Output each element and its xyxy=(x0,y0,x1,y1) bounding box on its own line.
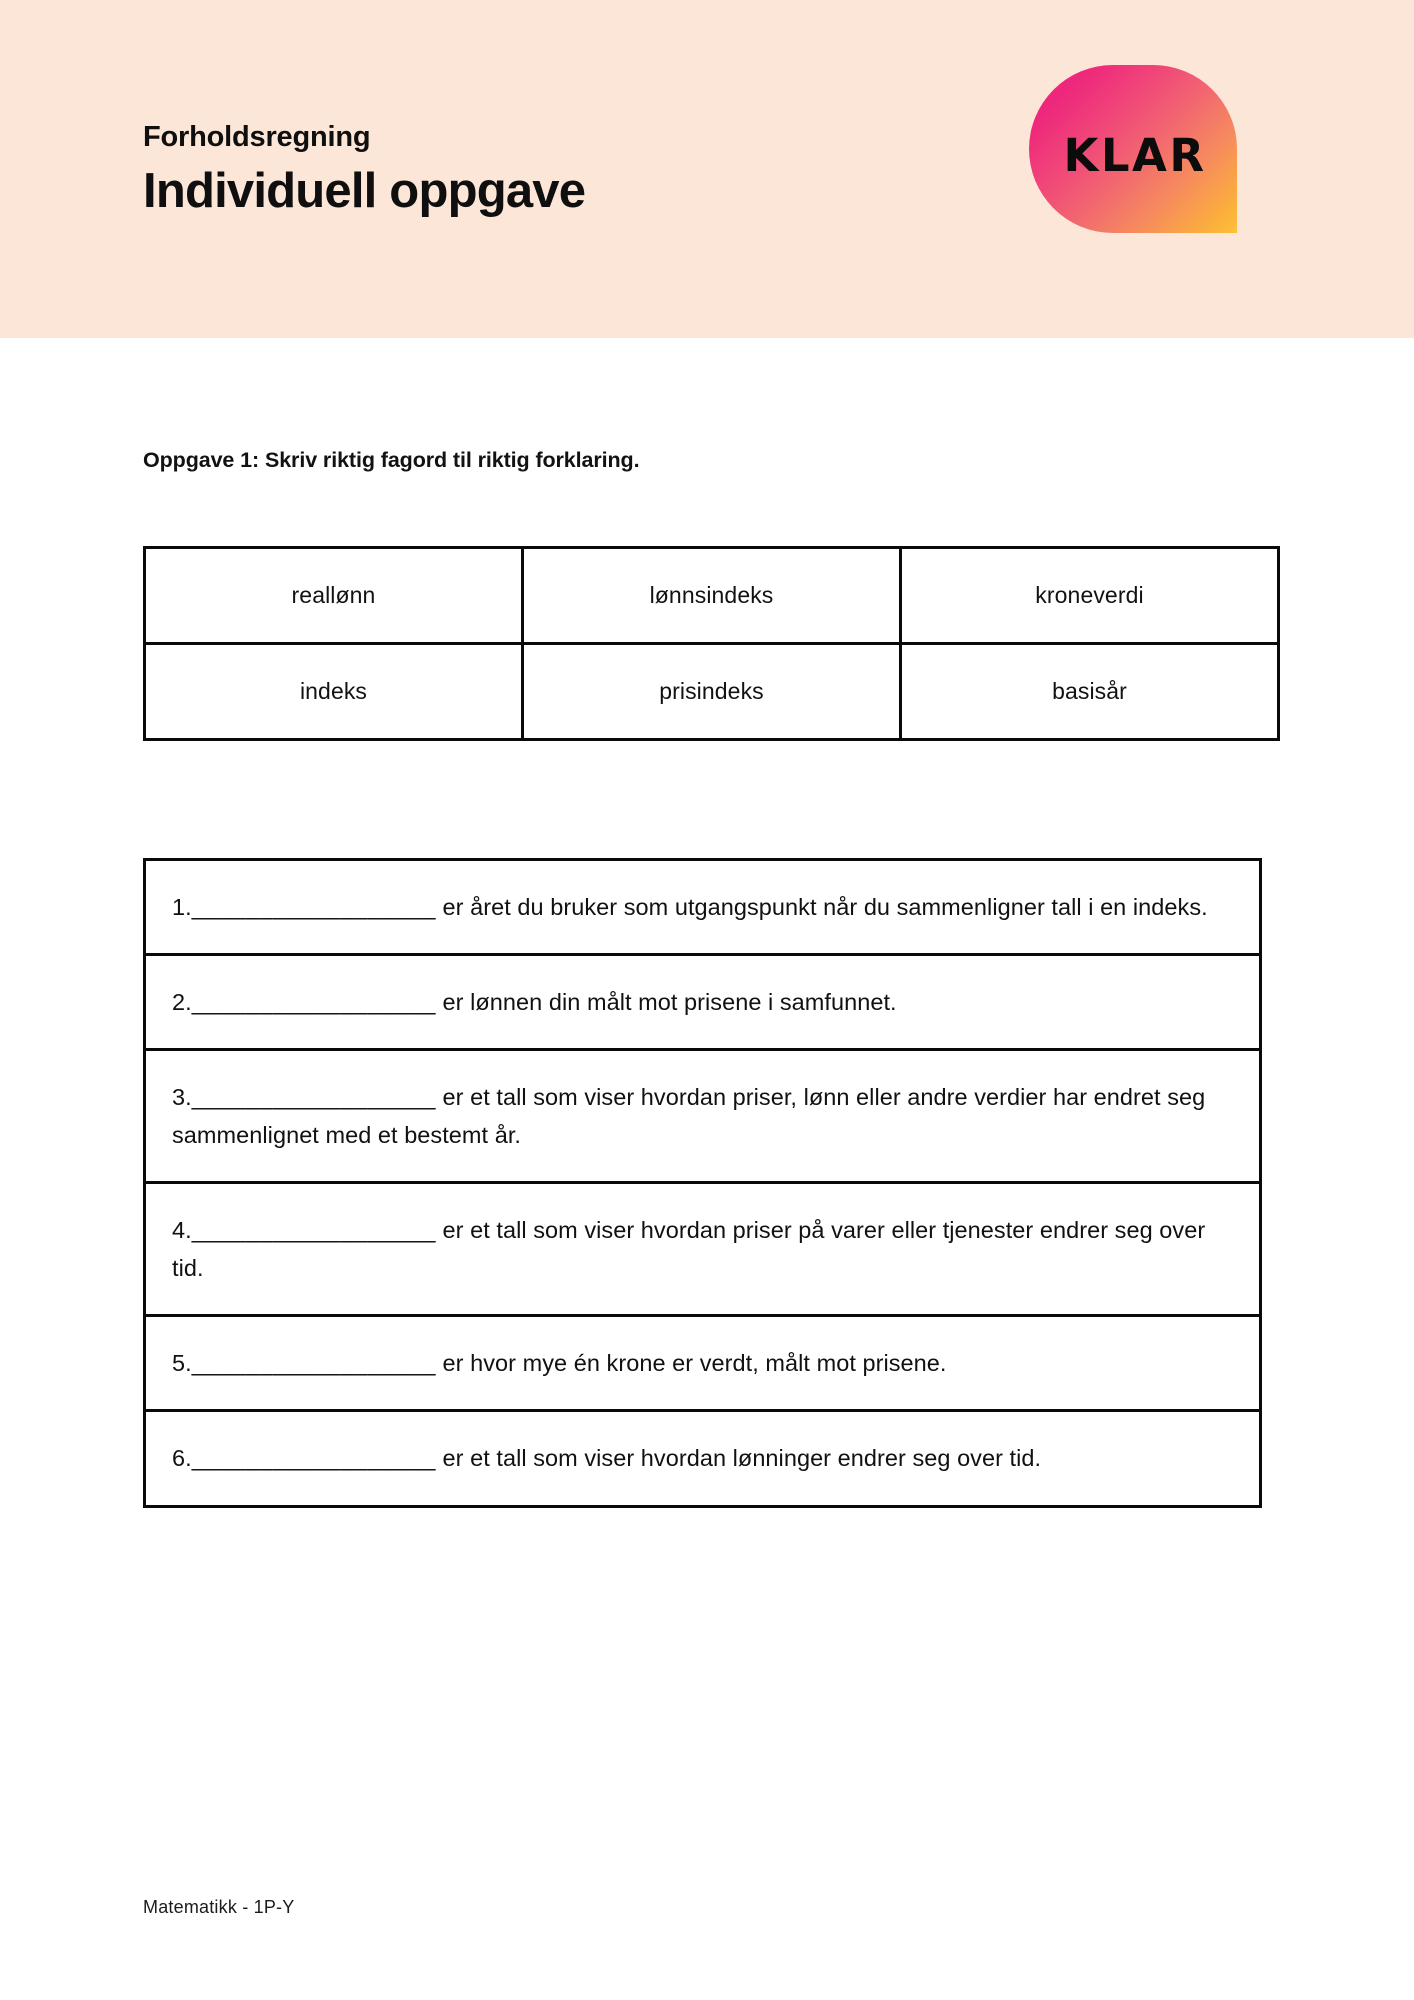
statement-text xyxy=(172,888,1233,926)
statement-body: er året du bruker som utgangspunkt når du sammenligner tall i en indeks. xyxy=(435,894,1208,920)
table-row xyxy=(145,644,1279,740)
list-item xyxy=(146,1051,1259,1184)
list-item xyxy=(146,1412,1259,1504)
statement-body: er hvor mye én krone er verdt, målt mot prisene. xyxy=(435,1350,947,1377)
word-bank-cell: lønnsindeks xyxy=(523,548,901,644)
statement-body: er lønnen din målt mot prisene i samfunnet. xyxy=(435,989,897,1016)
answer-blank[interactable]: __________________ xyxy=(191,894,436,920)
statement-text xyxy=(172,1211,1233,1287)
statement-number: 6. xyxy=(172,1445,192,1472)
footer-label: Matematikk - 1P-Y xyxy=(143,1897,295,1917)
answer-blank[interactable]: __________________ xyxy=(191,989,436,1016)
statement-text xyxy=(172,1344,1233,1382)
header-text-group xyxy=(143,122,585,217)
list-item xyxy=(146,956,1259,1051)
list-item xyxy=(146,1184,1259,1317)
statement-text xyxy=(172,1078,1233,1154)
answer-blank[interactable]: __________________ xyxy=(191,1217,436,1244)
word-bank-cell: indeks xyxy=(145,644,523,740)
answer-blank[interactable]: __________________ xyxy=(191,1350,436,1377)
statement-number: 2. xyxy=(172,989,192,1016)
statement-number: 5. xyxy=(172,1350,192,1377)
statement-body: er et tall som viser hvordan priser, lønn eller andre verdier har endret seg sammenlignet med et bestemt år. xyxy=(172,1084,1206,1149)
statement-number: 4. xyxy=(172,1217,192,1244)
word-bank-cell: kroneverdi xyxy=(901,548,1279,644)
statement-body: er et tall som viser hvordan priser på varer eller tjenester endrer seg over tid. xyxy=(172,1217,1206,1282)
page-title: Individuell oppgave xyxy=(143,163,586,218)
word-bank-cell: reallønn xyxy=(145,548,523,644)
list-item xyxy=(146,1317,1259,1412)
answer-blank[interactable]: __________________ xyxy=(191,1445,436,1472)
klar-logo-text: KLAR xyxy=(1063,128,1207,182)
word-bank-table xyxy=(143,546,1280,741)
statements-list xyxy=(143,858,1262,1508)
statement-number: 1. xyxy=(172,894,192,920)
statement-number: 3. xyxy=(172,1084,192,1111)
header-band xyxy=(0,0,1414,338)
task-instruction: Oppgave 1: Skriv riktig fagord til riktig forklaring. xyxy=(143,448,640,472)
statement-body: er et tall som viser hvordan lønninger endrer seg over tid. xyxy=(435,1445,1042,1472)
word-bank-cell: basisår xyxy=(901,644,1279,740)
answer-blank[interactable]: __________________ xyxy=(191,1084,436,1111)
klar-logo xyxy=(1029,65,1237,233)
list-item xyxy=(146,861,1259,956)
table-row xyxy=(145,548,1279,644)
word-bank-cell: prisindeks xyxy=(523,644,901,740)
statement-text xyxy=(172,1439,1233,1477)
topic-eyebrow: Forholdsregning xyxy=(143,121,371,153)
statement-text xyxy=(172,983,1233,1021)
